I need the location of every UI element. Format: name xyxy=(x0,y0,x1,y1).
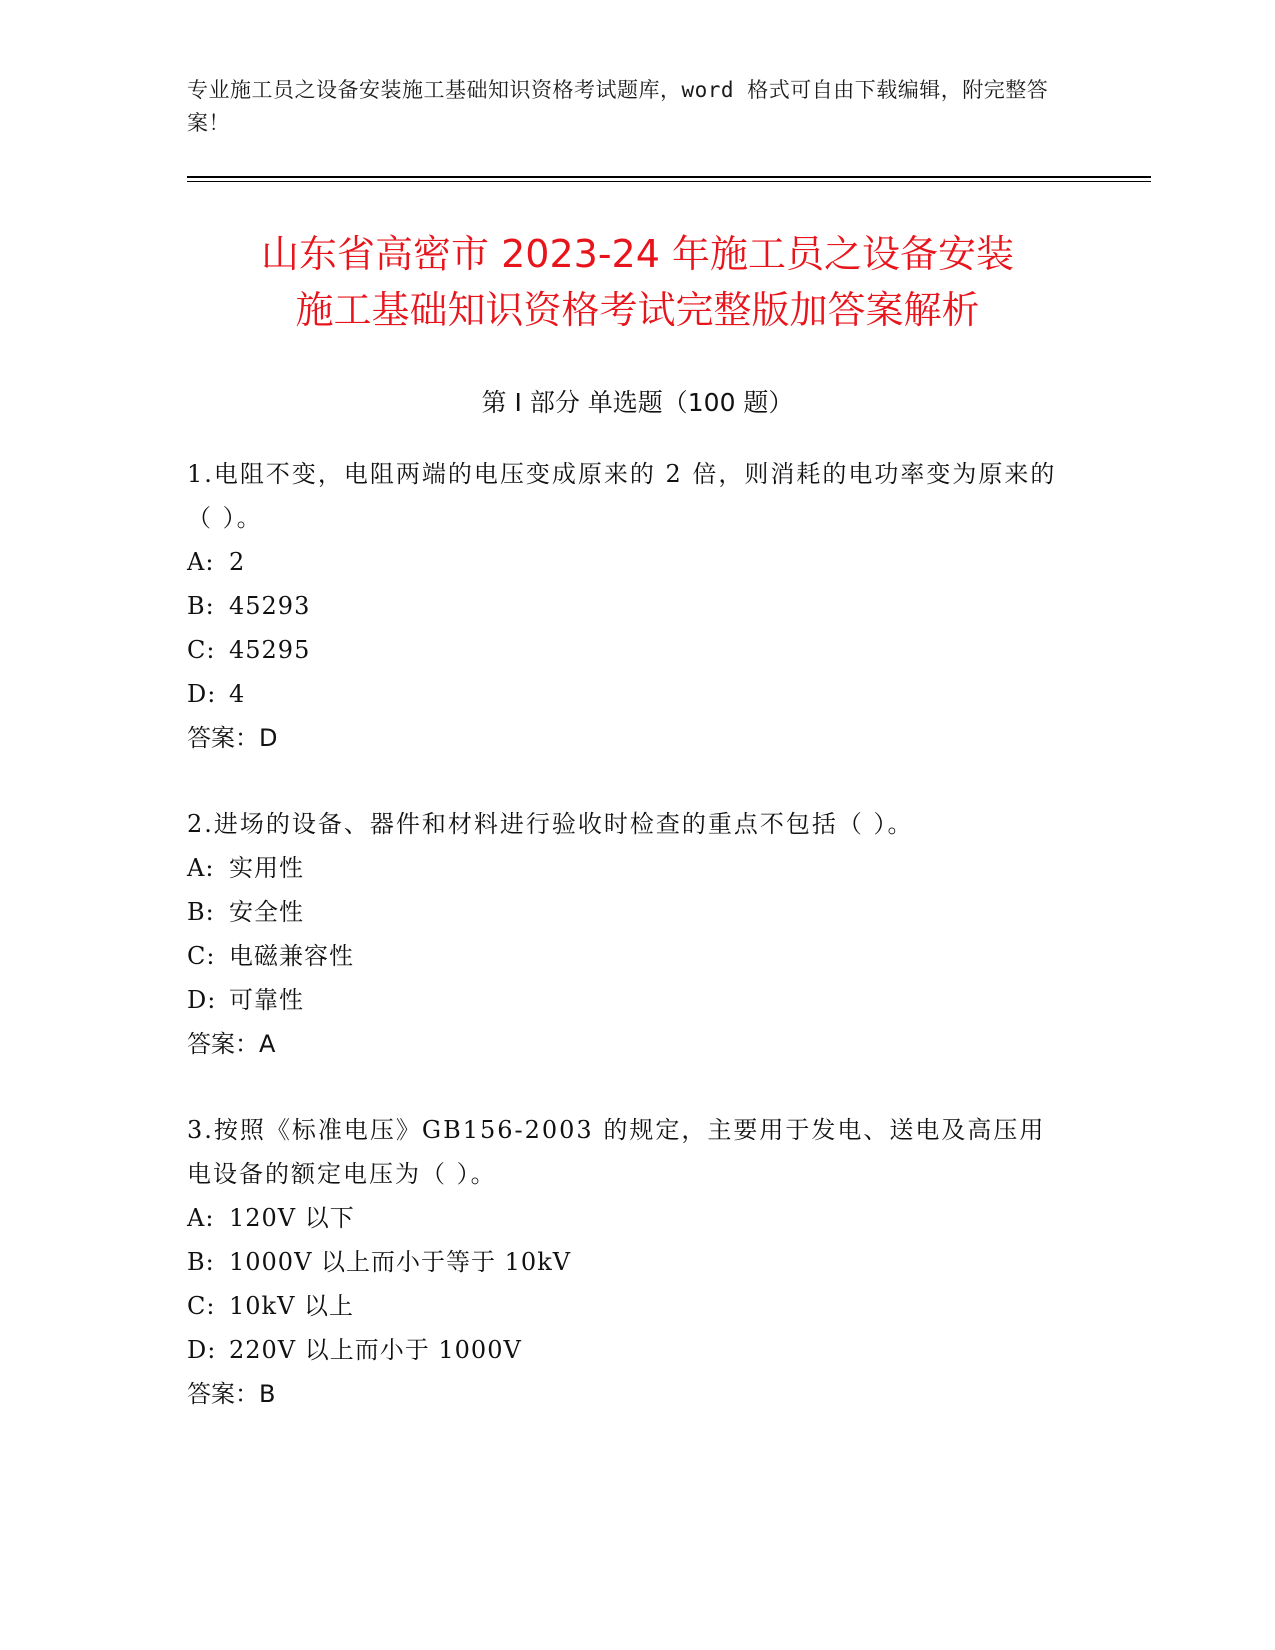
option-letter: C: xyxy=(187,636,216,664)
option-text: 45295 xyxy=(229,636,311,664)
option-letter: B: xyxy=(187,898,215,926)
option-letter: A: xyxy=(187,548,215,576)
option-letter: B: xyxy=(187,592,215,620)
option-c xyxy=(187,628,1067,672)
option-c xyxy=(187,934,1067,978)
option-text: 120V 以下 xyxy=(229,1204,355,1232)
header-divider-thick xyxy=(187,176,1151,178)
option-text: 4 xyxy=(229,680,246,708)
question-1 xyxy=(187,452,1067,760)
option-d xyxy=(187,672,1067,716)
option-letter: D: xyxy=(187,1336,217,1364)
option-text: 2 xyxy=(229,548,246,576)
question-stem: 1.电阻不变，电阻两端的电压变成原来的 2 倍，则消耗的电功率变为原来的（ ）。 xyxy=(187,460,1057,532)
option-d xyxy=(187,978,1067,1022)
option-b xyxy=(187,890,1067,934)
option-a xyxy=(187,540,1067,584)
option-letter: A: xyxy=(187,1204,215,1232)
option-a xyxy=(187,1196,1067,1240)
option-letter: C: xyxy=(187,942,216,970)
option-letter: D: xyxy=(187,680,217,708)
document-title-line-2: 施工基础知识资格考试完整版加答案解析 xyxy=(295,288,980,332)
option-c xyxy=(187,1284,1067,1328)
document-title xyxy=(150,226,1125,338)
question-3 xyxy=(187,1108,1067,1416)
option-b xyxy=(187,1240,1067,1284)
option-letter: A: xyxy=(187,854,215,882)
option-letter: D: xyxy=(187,986,217,1014)
option-d xyxy=(187,1328,1067,1372)
answer: 答案：A xyxy=(187,1030,276,1058)
option-text: 10kV 以上 xyxy=(229,1292,355,1320)
option-letter: B: xyxy=(187,1248,215,1276)
answer: 答案：D xyxy=(187,724,278,752)
option-a xyxy=(187,846,1067,890)
section-heading: 第 I 部分 单选题（100 题） xyxy=(481,388,794,417)
option-letter: C: xyxy=(187,1292,216,1320)
option-text: 220V 以上而小于 1000V xyxy=(229,1336,522,1364)
question-2 xyxy=(187,802,1067,1066)
header-note: 专业施工员之设备安装施工基础知识资格考试题库，word 格式可自由下载编辑，附完整答案！ xyxy=(187,78,1049,135)
answer: 答案：B xyxy=(187,1380,276,1408)
question-stem: 2.进场的设备、器件和材料进行验收时检查的重点不包括（ ）。 xyxy=(187,810,914,838)
option-text: 45293 xyxy=(229,592,311,620)
header-divider-thin xyxy=(187,181,1151,182)
option-text: 电磁兼容性 xyxy=(229,942,354,970)
option-text: 可靠性 xyxy=(229,986,304,1014)
option-text: 安全性 xyxy=(229,898,304,926)
question-stem: 3.按照《标准电压》GB156-2003 的规定，主要用于发电、送电及高压用电设备的额定电压为（ ）。 xyxy=(187,1116,1046,1188)
document-title-line-1: 山东省高密市 2023-24 年施工员之设备安装 xyxy=(261,232,1014,276)
option-b xyxy=(187,584,1067,628)
option-text: 实用性 xyxy=(229,854,304,882)
option-text: 1000V 以上而小于等于 10kV xyxy=(229,1248,572,1276)
